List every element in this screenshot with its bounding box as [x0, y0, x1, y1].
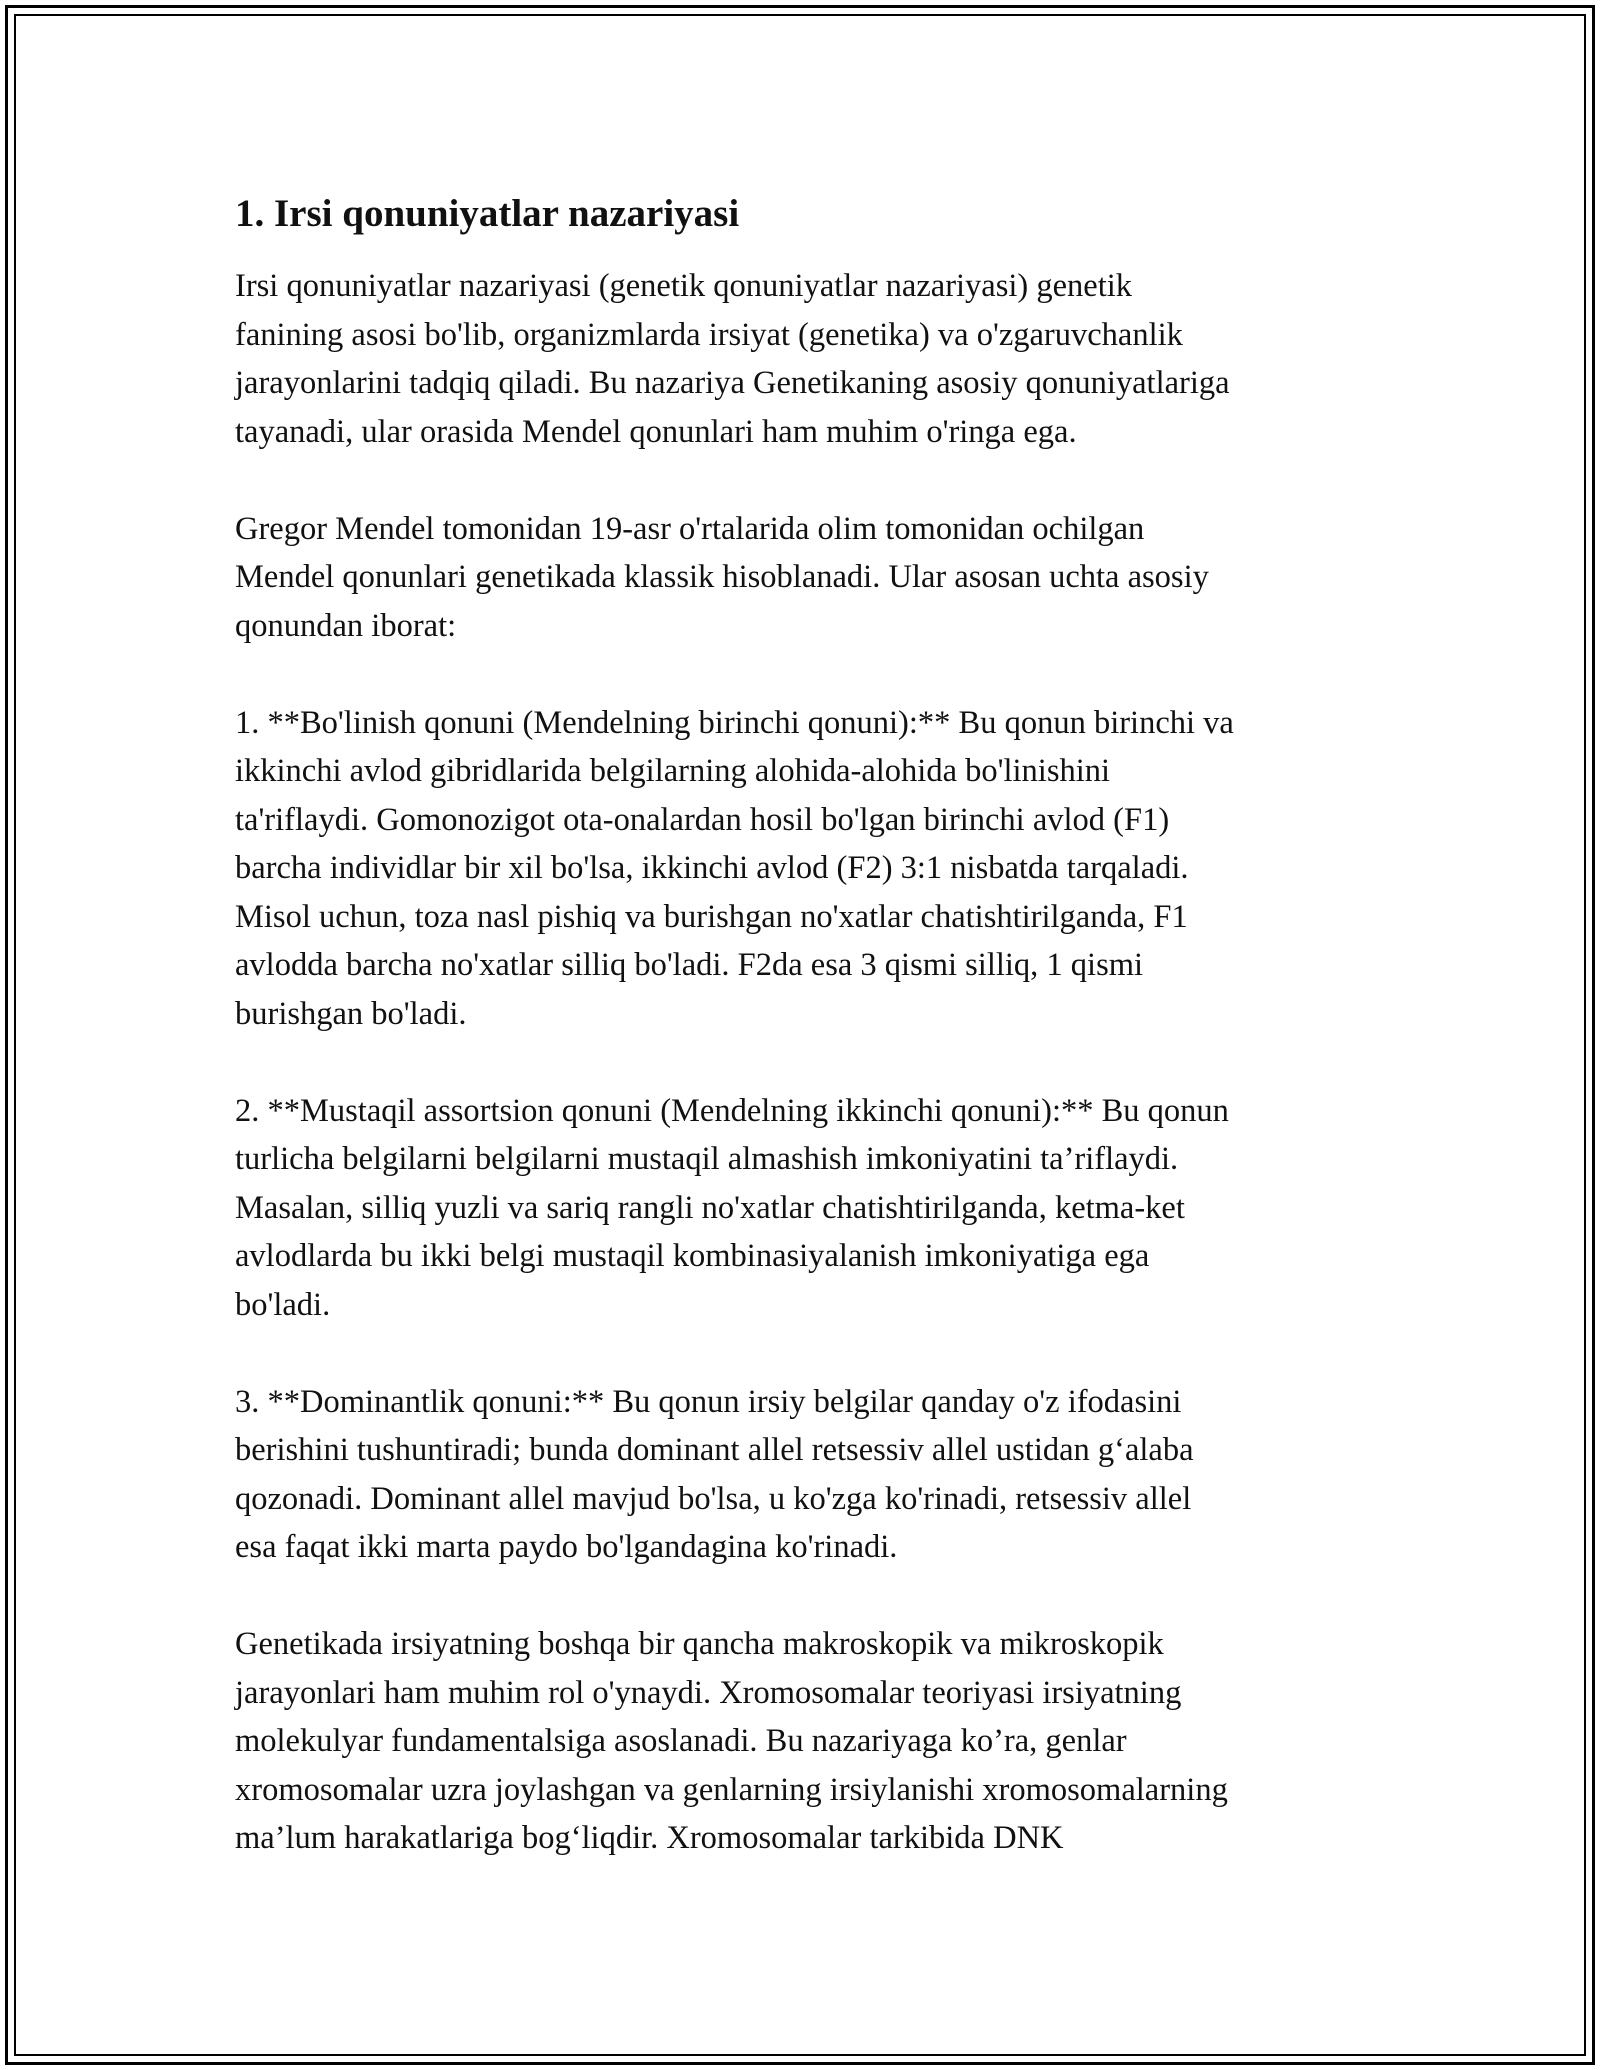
section-title: 1. Irsi qonuniyatlar nazariyasi: [235, 192, 740, 235]
paragraph-law-2: 2. **Mustaqil assortsion qonuni (Mendelning ikkinchi qonuni):** Bu qonun turlicha belgilarni belgilarni mustaqil almashish imkoniyatini ta’riflaydi. Masalan, silliq yuzli va sariq rangli no'xatlar chatishtirilganda, ketma-ket avlodlarda bu ikki belgi mustaqil kombinasiyalanish imkoniyatiga ega bo'ladi.: [235, 1092, 1229, 1323]
paragraph-mendel: Gregor Mendel tomonidan 19-asr o'rtalarida olim tomonidan ochilgan Mendel qonunlari genetikada klassik hisoblanadi. Ular asosan uchta asosiy qonundan iborat:: [235, 510, 1209, 644]
document-body: [235, 186, 1375, 1911]
paragraph-law-1: 1. **Bo'linish qonuni (Mendelning birinchi qonuni):** Bu qonun birinchi va ikkinchi avlod gibridlarida belgilarning alohida-alohida bo'linishini ta'riflaydi. Gomonozigot ota-onalardan hosil bo'lgan birinchi avlod (F1) barcha individlar bir xil bo'lsa, ikkinchi avlod (F2) 3:1 nisbatda tarqaladi. Misol uchun, toza nasl pishiq va burishgan no'xatlar chatishtirilganda, F1 avlodda barcha no'xatlar silliq bo'ladi. F2da esa 3 qismi silliq, 1 qismi burishgan bo'ladi.: [235, 704, 1234, 1032]
paragraph-intro: Irsi qonuniyatlar nazariyasi (genetik qonuniyatlar nazariyasi) genetik fanining asosi bo'lib, organizmlarda irsiyat (genetika) va o'zgaruvchanlik jarayonlarini tadqiq qiladi. Bu nazariya Genetikaning asosiy qonuniyatlariga tayanadi, ular orasida Mendel qonunlari ham muhim o'ringa ega.: [235, 268, 1230, 450]
paragraph-chromosomes: Genetikada irsiyatning boshqa bir qancha makroskopik va mikroskopik jarayonlari ham muhim rol o'ynaydi. Xromosomalar teoriyasi irsiyatning molekulyar fundamentalsiga asoslanadi. Bu nazariyaga ko’ra, genlar xromosomalar uzra joylashgan va genlarning irsiylanishi xromosomalarning ma’lum harakatlariga bog‘liqdir. Xromosomalar tarkibida DNK: [235, 1626, 1228, 1856]
paragraph-law-3: 3. **Dominantlik qonuni:** Bu qonun irsiy belgilar qanday o'z ifodasini berishini tushuntiradi; bunda dominant allel retsessiv allel ustidan g‘alaba qozonadi. Dominant allel mavjud bo'lsa, u ko'zga ko'rinadi, retsessiv allel esa faqat ikki marta paydo bo'lgandagina ko'rinadi.: [235, 1383, 1194, 1565]
